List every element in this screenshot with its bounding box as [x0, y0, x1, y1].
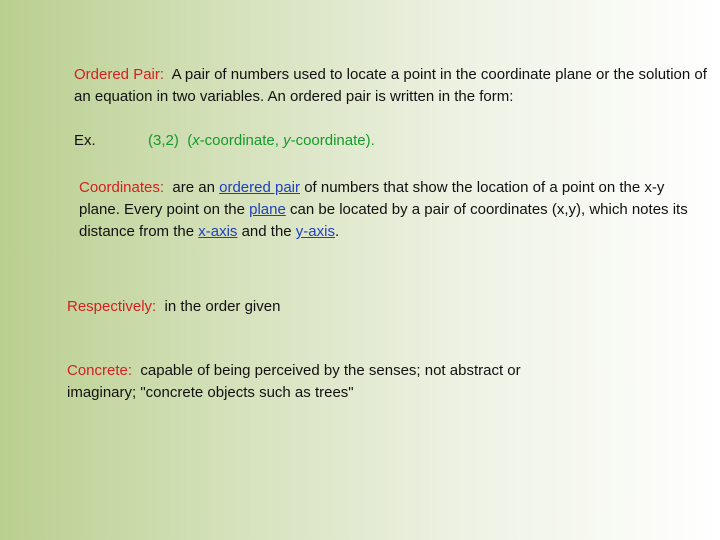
concrete-term: Concrete:	[67, 362, 133, 379]
example-y-rest: -coordinate).	[290, 132, 375, 149]
example-text	[148, 132, 375, 149]
concrete-definition	[67, 360, 587, 404]
coordinates-text-4: and the	[241, 223, 292, 240]
respectively-definition	[67, 296, 667, 318]
ordered-pair-definition	[74, 64, 714, 108]
concrete-text: capable of being perceived by the senses; not abstract or imaginary; "concrete objects such as trees"	[67, 362, 521, 401]
ordered-pair-term: Ordered Pair:	[74, 66, 165, 83]
x-axis-link[interactable]: x-axis	[198, 223, 238, 240]
example-open-paren: (	[187, 132, 193, 149]
coordinates-definition	[79, 177, 709, 243]
y-axis-link[interactable]: y-axis	[295, 223, 335, 240]
example-value: (3,2)	[148, 132, 179, 149]
example-x: x	[192, 132, 200, 149]
respectively-text: in the order given	[164, 298, 281, 315]
respectively-term: Respectively:	[67, 298, 157, 315]
example-line	[74, 130, 674, 152]
example-x-rest: -coordinate,	[199, 132, 284, 149]
coordinates-text-2: of numbers that show the location of a point on the x-y plane. Every point on the	[79, 179, 665, 218]
ordered-pair-text: A pair of numbers used to locate a point in the coordinate plane or the solution of an equation in two variables. An ordered pair is written in the form:	[74, 66, 707, 105]
example-y: y	[283, 132, 291, 149]
coordinates-term: Coordinates:	[79, 179, 165, 196]
ordered-pair-link[interactable]: ordered pair	[219, 179, 301, 196]
coordinates-text-3: can be located by a pair of coordinates (x,y), which notes its distance from the	[79, 201, 688, 240]
example-label: Ex.	[74, 132, 96, 149]
coordinates-text-1: are an	[172, 179, 215, 196]
plane-link[interactable]: plane	[249, 201, 286, 218]
coordinates-text-5: .	[334, 223, 340, 240]
